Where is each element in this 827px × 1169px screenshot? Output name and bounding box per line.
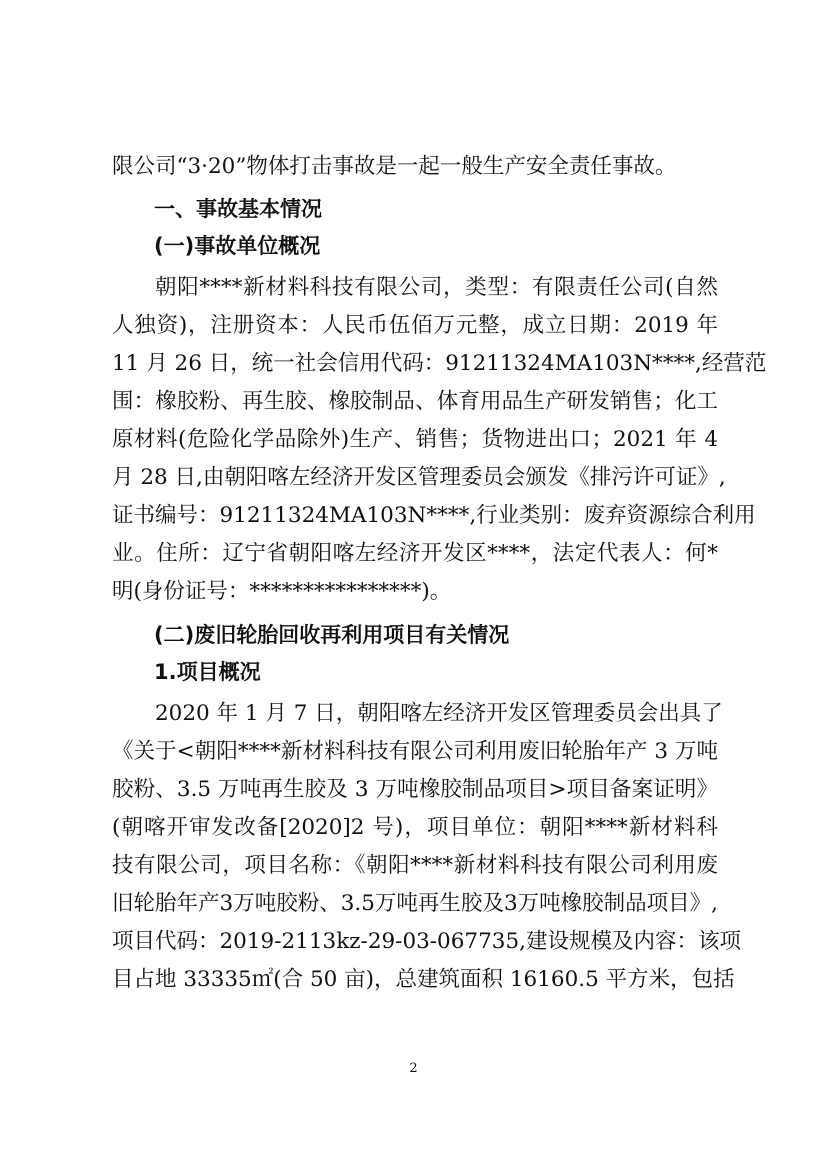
page-number: 2: [409, 1061, 418, 1076]
paragraph-line: 明(身份证号：****************)。: [112, 579, 452, 604]
paragraph-line: 朝阳****新材料科技有限公司，类型：有限责任公司(自然: [155, 275, 718, 300]
paragraph-line: 人独资)，注册资本：人民币伍佰万元整，成立日期：2019 年: [112, 313, 718, 338]
paragraph-line: 胶粉、3.5 万吨再生胶及 3 万吨橡胶制品项目>项目备案证明》: [112, 777, 718, 802]
subsection-heading: (一)事故单位概况: [154, 234, 321, 258]
paragraph-line: 技有限公司，项目名称：《朝阳****新材料科技有限公司利用废: [112, 853, 718, 878]
item-heading: 1.项目概况: [154, 660, 261, 684]
paragraph-line: 证书编号：91211324MA103N****,行业类别：废弃资源综合利用: [112, 503, 756, 528]
paragraph-line: 业。住所：辽宁省朝阳喀左经济开发区****，法定代表人：何*: [112, 541, 718, 566]
paragraph-line: 目占地 33335㎡(合 50 亩)，总建筑面积 16160.5 平方米，包括: [112, 967, 735, 992]
paragraph-line: 围：橡胶粉、再生胶、橡胶制品、体育用品生产研发销售；化工: [112, 389, 718, 414]
paragraph-line: 原材料(危险化学品除外)生产、销售；货物进出口；2021 年 4: [112, 427, 718, 452]
intro-line: 限公司“3·20”物体打击事故是一起一般生产安全责任事故。: [112, 154, 677, 179]
paragraph-line: (朝喀开审发改备[2020]2 号)，项目单位：朝阳****新材料科: [112, 815, 718, 840]
paragraph-line: 月 28 日,由朝阳喀左经济开发区管理委员会颁发《排污许可证》,: [112, 465, 726, 490]
paragraph-line: 旧轮胎年产3万吨胶粉、3.5万吨再生胶及3万吨橡胶制品项目》,: [112, 891, 718, 916]
section-heading: 一、事故基本情况: [154, 197, 322, 221]
paragraph-line: 《关于<朝阳****新材料科技有限公司利用废旧轮胎年产 3 万吨: [112, 739, 718, 764]
paragraph-line: 2020 年 1 月 7 日，朝阳喀左经济开发区管理委员会出具了: [155, 701, 723, 726]
subsection-heading: (二)废旧轮胎回收再利用项目有关情况: [154, 623, 510, 647]
paragraph-line: 项目代码：2019-2113kz-29-03-067735,建设规模及内容：该项: [112, 929, 741, 954]
paragraph-line: 11 月 26 日，统一社会信用代码：91211324MA103N****,经营范: [112, 351, 767, 376]
